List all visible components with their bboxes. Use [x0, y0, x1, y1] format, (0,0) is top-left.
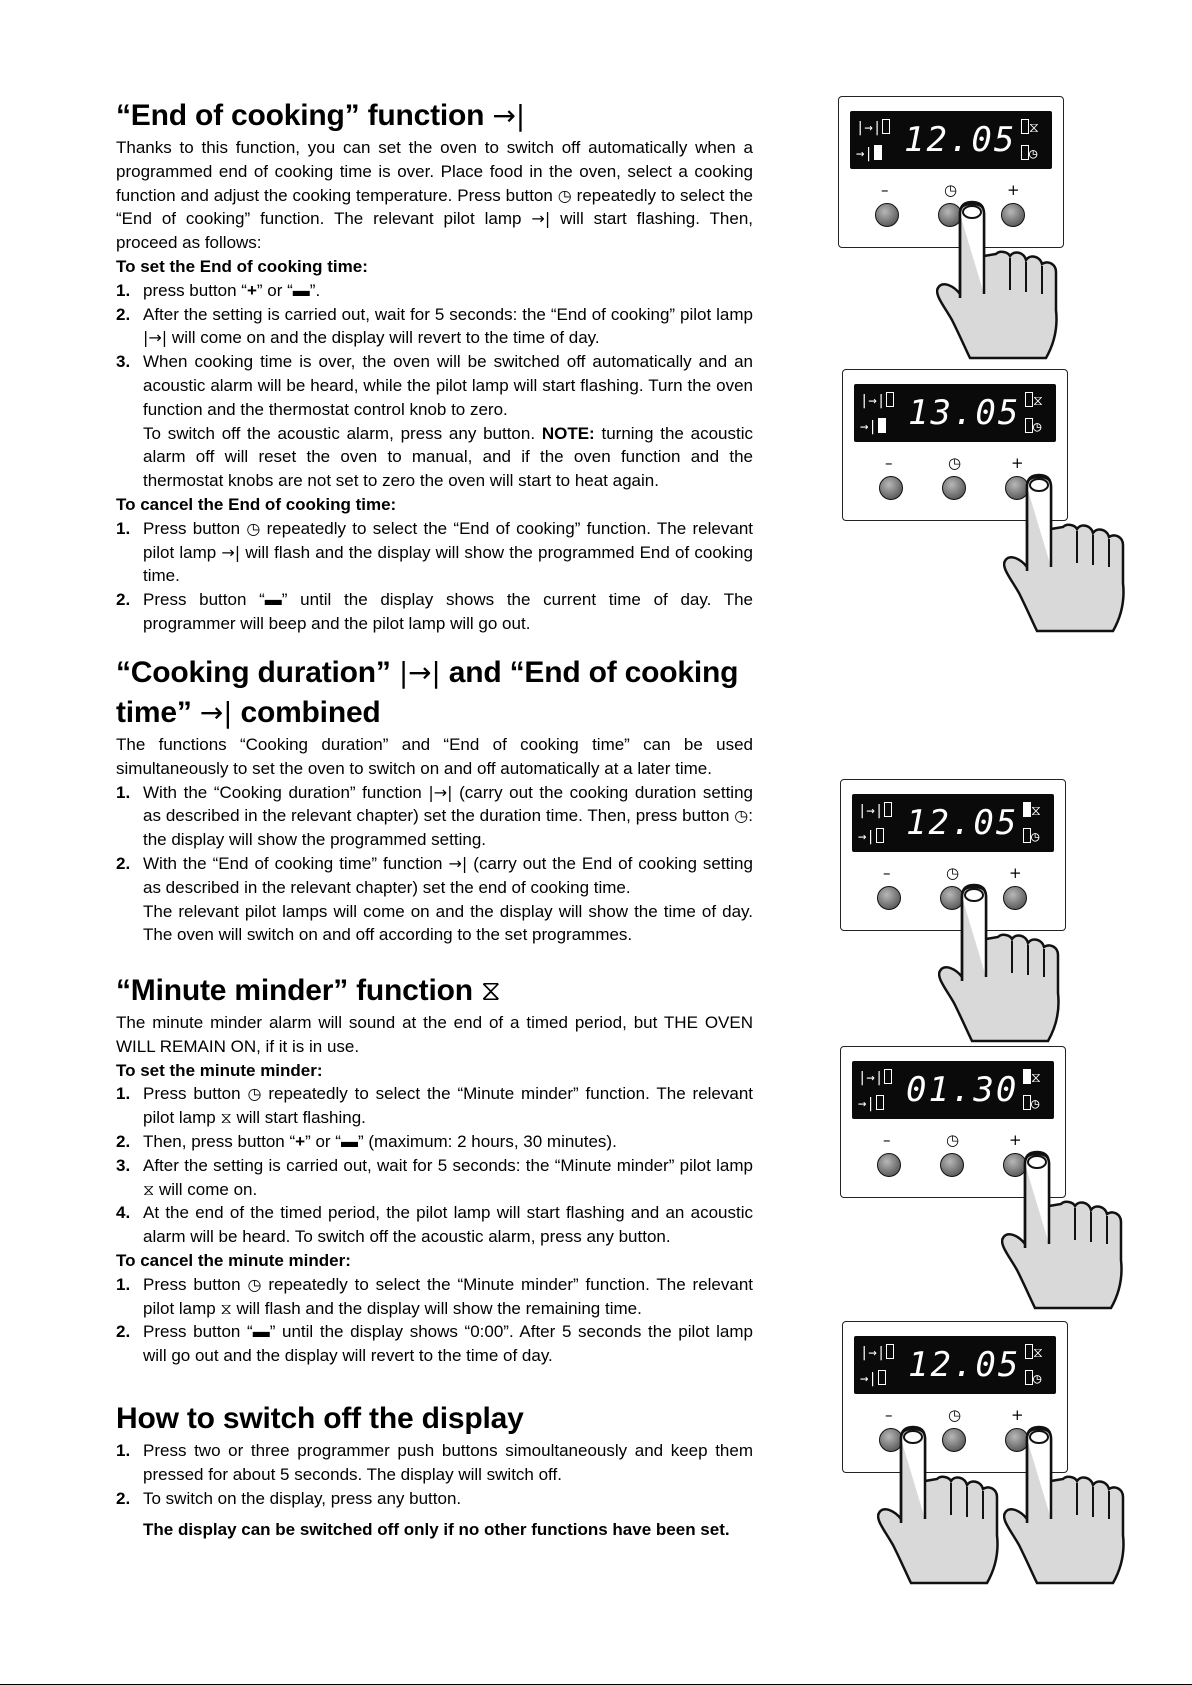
section-title: “End of cooking” function →| [116, 99, 525, 132]
clock-indicator [1020, 145, 1037, 162]
duration-indicator [856, 119, 890, 136]
pilot-lamp-indicator [1023, 1069, 1031, 1084]
timer-display [850, 111, 1052, 169]
intro-text: Thanks to this function, you can set the oven to switch off automatically when a programmed end of cooking time is over. Place food in the oven, select a cooking function and adjust the cooking temperature. Press button ◷ repeatedly to select the “End of cooking” function. The relevant pilot lamp →| will start flashing. Then, proceed as follows: [116, 138, 754, 253]
list-item: 3. When cooking time is over, the oven will be switched off automatically and an acoustic alarm will be heard, while the pilot lamp will start flashing. Turn the oven function and the thermostat control knob to zero. To switch off the acoustic alarm, press any button. NOTE: turning the acoustic alarm off will reset the oven to manual, and if the oven function and the thermostat knobs are not set to zero the oven will start to heat again. [116, 352, 753, 491]
duration-indicator [858, 802, 892, 819]
clock-button-icon: ◷ [557, 185, 572, 205]
minus-icon: ▬ [264, 590, 282, 610]
clock-button[interactable] [940, 1153, 964, 1177]
clock-icon: ◷ [1033, 1371, 1042, 1387]
clock-button-label: ◷ [946, 1131, 960, 1149]
pilot-lamp-indicator [876, 828, 884, 843]
time-digits: 01.30 [906, 1070, 1019, 1110]
pilot-lamp-indicator [876, 1095, 884, 1110]
timer-display [854, 384, 1056, 442]
minus-button[interactable] [877, 886, 901, 910]
duration-icon: |→| [143, 328, 168, 348]
clock-button[interactable] [942, 476, 966, 500]
minus-icon: ▬ [340, 1131, 358, 1151]
duration-icon: |→| [858, 803, 884, 819]
plus-label: + [1009, 1131, 1022, 1149]
duration-icon: |→| [860, 393, 886, 409]
end-of-cooking-indicator [860, 418, 886, 435]
minus-label: – [881, 181, 889, 199]
pointing-hand-icon [938, 883, 1062, 1043]
minus-label: – [885, 1406, 893, 1424]
pointing-hand-icon [877, 1425, 1001, 1585]
timer-indicator [1022, 802, 1041, 819]
time-digits: 13.05 [908, 393, 1021, 433]
end-of-cooking-indicator [858, 828, 884, 845]
clock-indicator [1024, 418, 1041, 435]
end-of-cooking-indicator [860, 1370, 886, 1387]
minus-label: – [885, 454, 893, 472]
list-item: 2. After the setting is carried out, wait for 5 seconds: the “End of cooking” pilot lamp |→| will come on and the display will revert to the time of day. [116, 304, 753, 348]
duration-icon: |→| [856, 120, 882, 136]
end-of-cooking-indicator [858, 1095, 884, 1112]
list-item: 1. Press button ◷ repeatedly to select the “Minute minder” function. The relevant pilot lamp ⧖ will flash and the display will show the remaining time. [116, 1274, 754, 1318]
list-item: 2. To switch on the display, press any button. [116, 1488, 462, 1508]
end-of-cooking-icon: →| [199, 696, 233, 729]
timer-icon: ⧖ [1029, 120, 1039, 136]
duration-indicator [860, 392, 894, 409]
pilot-lamp-indicator [878, 1370, 886, 1385]
timer-indicator [1020, 119, 1039, 136]
minute-minder-icon: ⧖ [220, 1298, 232, 1318]
time-digits: 12.05 [908, 1345, 1021, 1385]
list-item: 1. press button “+” or “▬”. [116, 280, 321, 300]
clock-button-icon: ◷ [734, 806, 749, 826]
clock-icon: ◷ [1029, 146, 1038, 162]
plus-label: + [1007, 181, 1020, 199]
plus-label: + [1011, 454, 1024, 472]
minus-button[interactable] [879, 476, 903, 500]
clock-button-label: ◷ [948, 1406, 962, 1424]
pointing-hand-icon [1003, 473, 1127, 633]
minute-minder-icon: ⧖ [220, 1108, 232, 1128]
timer-icon: ⧖ [1033, 1345, 1043, 1361]
plus-label: + [1009, 864, 1022, 882]
combined-steps-list [116, 781, 753, 948]
pilot-lamp-indicator [1023, 802, 1031, 817]
pilot-lamp-indicator [1025, 392, 1033, 407]
sub-heading: To set the End of cooking time: [116, 256, 368, 276]
clock-button-icon: ◷ [246, 518, 261, 538]
clock-icon: ◷ [1031, 1096, 1040, 1112]
pilot-lamp-indicator [1023, 828, 1031, 843]
pilot-lamp-indicator [874, 145, 882, 160]
cancel-minder-list [116, 1273, 753, 1368]
section-title: “Cooking duration” |→| and “End of cooking time” →| combined [116, 656, 739, 729]
programmer-panel [838, 96, 1076, 248]
pilot-lamp-indicator [1025, 418, 1033, 433]
clock-button-label: ◷ [946, 864, 960, 882]
minute-minder-icon: ⧖ [143, 1179, 155, 1199]
section-minute-minder [116, 971, 753, 1368]
section-title: “Minute minder” function ⧖ [116, 974, 501, 1007]
list-item: 1. Press button ◷ repeatedly to select the “Minute minder” function. The relevant pilot lamp ⧖ will start flashing. [116, 1084, 754, 1128]
cancel-steps-list [116, 517, 753, 636]
end-of-cooking-icon: →| [860, 419, 877, 435]
timer-icon: ⧖ [1031, 1070, 1041, 1086]
timer-indicator [1024, 1344, 1043, 1361]
end-of-cooking-icon: →| [221, 542, 241, 562]
duration-icon: |→| [860, 1345, 886, 1361]
time-digits: 12.05 [904, 120, 1017, 160]
clock-button-icon: ◷ [247, 1084, 262, 1104]
timer-display [852, 1061, 1054, 1119]
pilot-lamp-indicator [1021, 119, 1029, 134]
end-of-cooking-icon: →| [860, 1371, 877, 1387]
timer-icon: ⧖ [1031, 803, 1041, 819]
intro-text: The minute minder alarm will sound at the end of a timed period, but THE OVEN WILL REMAIN ON, if it is in use. [116, 1013, 753, 1056]
programmer-panel [842, 1321, 1080, 1473]
list-item: 1. With the “Cooking duration” function |→| (carry out the cooking duration setting as described in the relevant chapter) set the duration time. Then, press button ◷: the display will show the programmed setting. [116, 782, 753, 850]
sub-heading: To cancel the minute minder: [116, 1250, 351, 1270]
duration-indicator [860, 1344, 894, 1361]
clock-icon: ◷ [1033, 419, 1042, 435]
switch-off-list [116, 1439, 753, 1510]
pilot-lamp-indicator [1025, 1344, 1033, 1359]
end-of-cooking-icon: →| [492, 99, 525, 132]
pilot-lamp-indicator [886, 1344, 894, 1359]
sub-heading: To cancel the End of cooking time: [116, 494, 397, 514]
duration-icon: |→| [428, 782, 453, 802]
end-of-cooking-icon: →| [858, 829, 875, 845]
timer-display [852, 794, 1054, 852]
programmer-panel [840, 779, 1078, 931]
pilot-lamp-indicator [1021, 145, 1029, 160]
minute-minder-icon: ⧖ [480, 974, 501, 1007]
minus-label: – [883, 1131, 891, 1149]
clock-button-label: ◷ [948, 454, 962, 472]
timer-indicator [1022, 1069, 1041, 1086]
pointing-hand-icon [936, 200, 1060, 360]
pointing-hand-icon [1001, 1150, 1125, 1310]
end-of-cooking-icon: →| [856, 146, 873, 162]
end-of-cooking-icon: →| [448, 853, 468, 873]
time-digits: 12.05 [906, 803, 1019, 843]
list-item: 2. Press button “▬” until the display shows the current time of day. The programmer will beep and the pilot lamp will go out. [116, 590, 754, 633]
important-note: The display can be switched off only if no other functions have been set. [143, 1520, 730, 1540]
pilot-lamp-indicator [882, 119, 890, 134]
intro-text: The functions “Cooking duration” and “End of cooking time” can be used simultaneously to set the oven to switch on and off automatically at a later time. [116, 735, 753, 778]
programmer-panel [840, 1046, 1078, 1198]
list-item: 4. At the end of the timed period, the pilot lamp will start flashing and an acoustic alarm will be heard. To switch off the acoustic alarm, press any button. [116, 1203, 753, 1247]
pilot-lamp-indicator [886, 392, 894, 407]
pilot-lamp-indicator [878, 418, 886, 433]
set-minder-list [116, 1082, 753, 1249]
list-item: 2. Then, press button “+” or “▬” (maximum: 2 hours, 30 minutes). [116, 1131, 617, 1151]
programmer-panel [842, 369, 1080, 521]
timer-icon: ⧖ [1033, 393, 1043, 409]
clock-icon: ◷ [1031, 829, 1040, 845]
minus-button[interactable] [877, 1153, 901, 1177]
clock-button-label: ◷ [944, 181, 958, 199]
end-of-cooking-indicator [856, 145, 882, 162]
plus-label: + [1011, 1406, 1024, 1424]
sub-heading: To set the minute minder: [116, 1060, 323, 1080]
pilot-lamp-indicator [1025, 1370, 1033, 1385]
clock-indicator [1022, 1095, 1039, 1112]
section-end-of-cooking [116, 96, 753, 636]
minus-icon: ▬ [252, 1322, 270, 1342]
minus-label: – [883, 864, 891, 882]
timer-indicator [1024, 392, 1043, 409]
duration-icon: |→| [858, 1070, 884, 1086]
set-steps-list [116, 279, 753, 493]
pilot-lamp-indicator [884, 1069, 892, 1084]
clock-button-icon: ◷ [247, 1274, 262, 1294]
clock-indicator [1022, 828, 1039, 845]
list-item: 2. With the “End of cooking time” function →| (carry out the End of cooking setting as described in the relevant chapter) set the end of cooking time. The relevant pilot lamps will come on and the display will show the time of day. The oven will switch on and off according to the set programmes. [116, 853, 753, 945]
duration-indicator [858, 1069, 892, 1086]
pointing-hand-icon [1003, 1425, 1127, 1585]
plus-icon: + [295, 1131, 306, 1151]
minus-button[interactable] [875, 203, 899, 227]
duration-icon: |→| [398, 656, 441, 689]
section-switch-off [116, 1399, 753, 1542]
end-of-cooking-icon: →| [858, 1096, 875, 1112]
clock-indicator [1024, 1370, 1041, 1387]
timer-display [854, 1336, 1056, 1394]
list-item: 1. Press two or three programmer push buttons simoultaneously and keep them pressed for about 5 seconds. The display will switch off. [116, 1441, 753, 1484]
list-item: 1. Press button ◷ repeatedly to select the “End of cooking” function. The relevant pilot lamp →| will flash and the display will show the programmed End of cooking time. [116, 518, 753, 586]
list-item: 2. Press button “▬” until the display shows “0:00”. After 5 seconds the pilot lamp will go out and the display will revert to the time of day. [116, 1322, 753, 1366]
list-item: 3. After the setting is carried out, wait for 5 seconds: the “Minute minder” pilot lamp ⧖ will come on. [116, 1155, 753, 1199]
section-combined [116, 653, 753, 947]
pilot-lamp-indicator [1023, 1095, 1031, 1110]
minus-icon: ▬ [292, 280, 310, 300]
section-title: How to switch off the display [116, 1402, 524, 1435]
pilot-lamp-indicator [884, 802, 892, 817]
plus-icon: + [246, 280, 257, 300]
end-of-cooking-icon: →| [531, 209, 551, 229]
